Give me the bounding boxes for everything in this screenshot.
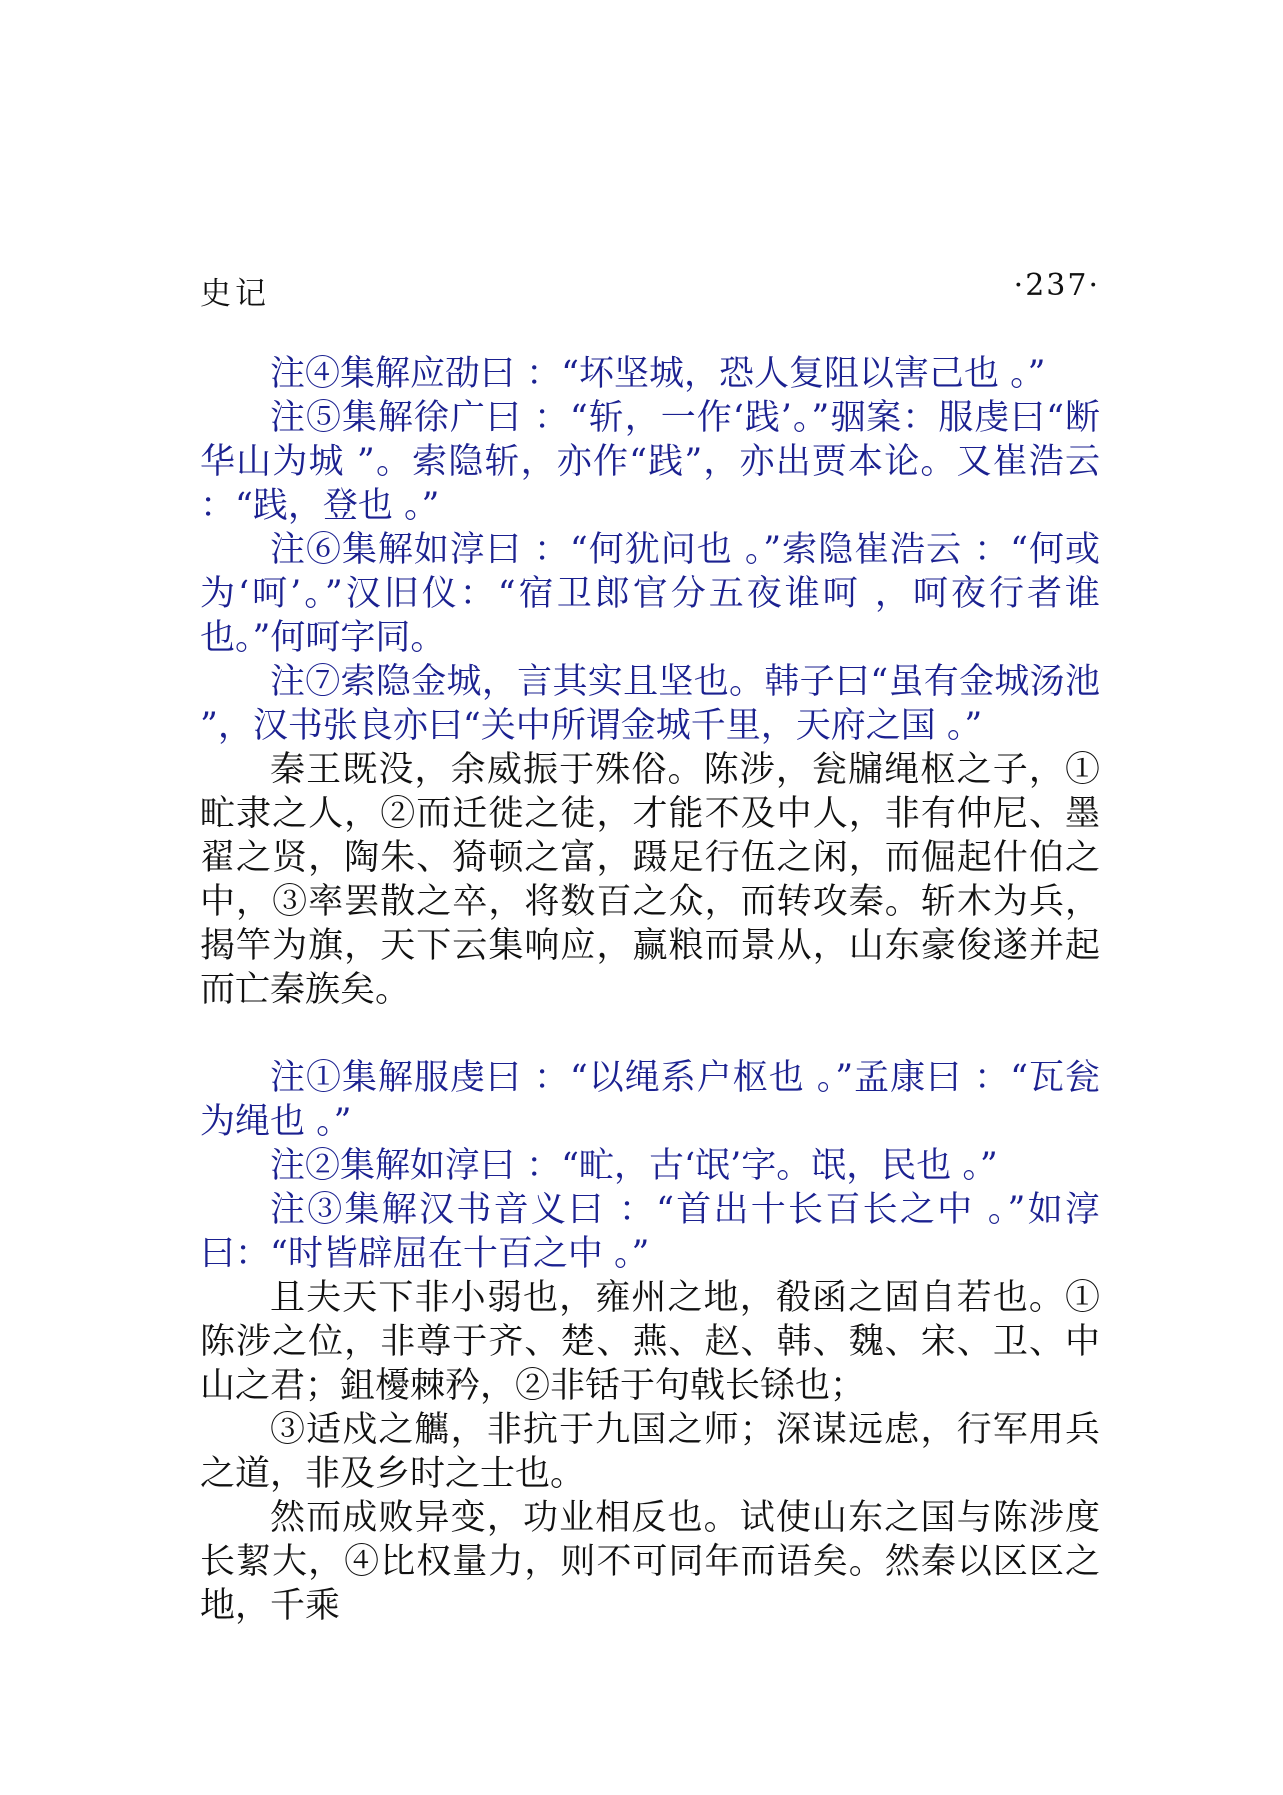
running-header-title: 史记 — [200, 276, 270, 312]
annotation-paragraph: 注⑤集解徐广曰 ：“斩，一作‘践’。”骃案：服虔曰“断华山为城 ”。索隐斩，亦作“践”，亦出贾本论。又崔浩云 ：“践，登也 。” — [200, 398, 1100, 526]
annotation-paragraph: 注①集解服虔曰 ：“以绳系户枢也 。”孟康曰 ：“瓦瓮为绳也 。” — [200, 1058, 1100, 1142]
page-number: ·237· — [1013, 268, 1100, 303]
main-text-paragraph: 秦王既没，余威振于殊俗。陈涉，瓮牖绳枢之子，①甿隶之人，②而迁徙之徒，才能不及中人，非有仲尼、墨翟之贤，陶朱、猗顿之富，蹑足行伍之闲，而倔起什伯之中，③率罢散之卒，将数百之众，而转攻秦。斩木为兵，揭竿为旗，天下云集响应，赢粮而景从，山东豪俊遂并起而亡秦族矣。 — [200, 750, 1100, 1010]
main-text-paragraph: 且夫天下非小弱也，雍州之地，殽函之固自若也。①陈涉之位，非尊于齐、楚、燕、赵、韩、魏、宋、卫、中山之君；鉏櫌棘矜，②非铦于句戟长铩也； — [200, 1278, 1100, 1406]
main-text-paragraph: ③适戍之觽，非抗于九国之师；深谋远虑，行军用兵之道，非及乡时之士也。 — [200, 1410, 1100, 1494]
main-text-paragraph: 然而成败异变，功业相反也。试使山东之国与陈涉度长絜大，④比权量力，则不可同年而语矣。然秦以区区之地，千乘 — [200, 1498, 1100, 1626]
annotation-paragraph: 注②集解如淳曰 ：“甿，古‘氓’字。氓，民也 。” — [270, 1146, 998, 1186]
annotation-paragraph: 注④集解应劭曰 ：“坏坚城，恐人复阻以害己也 。” — [270, 354, 1046, 394]
page-body — [200, 352, 1100, 1628]
annotation-paragraph: 注⑦索隐金城，言其实且坚也。韩子曰“虽有金城汤池 ”，汉书张良亦曰“关中所谓金城千里，天府之国 。” — [200, 662, 1100, 746]
annotation-paragraph: 注⑥集解如淳曰 ：“何犹问也 。”索隐崔浩云 ：“何或为‘呵’。”汉旧仪：“宿卫郎官分五夜谁呵 ，呵夜行者谁也。”何呵字同。 — [200, 530, 1100, 658]
paragraph-gap — [200, 1012, 1100, 1056]
annotation-paragraph: 注③集解汉书音义曰 ：“首出十长百长之中 。”如淳曰：“时皆辟屈在十百之中 。” — [200, 1190, 1100, 1274]
